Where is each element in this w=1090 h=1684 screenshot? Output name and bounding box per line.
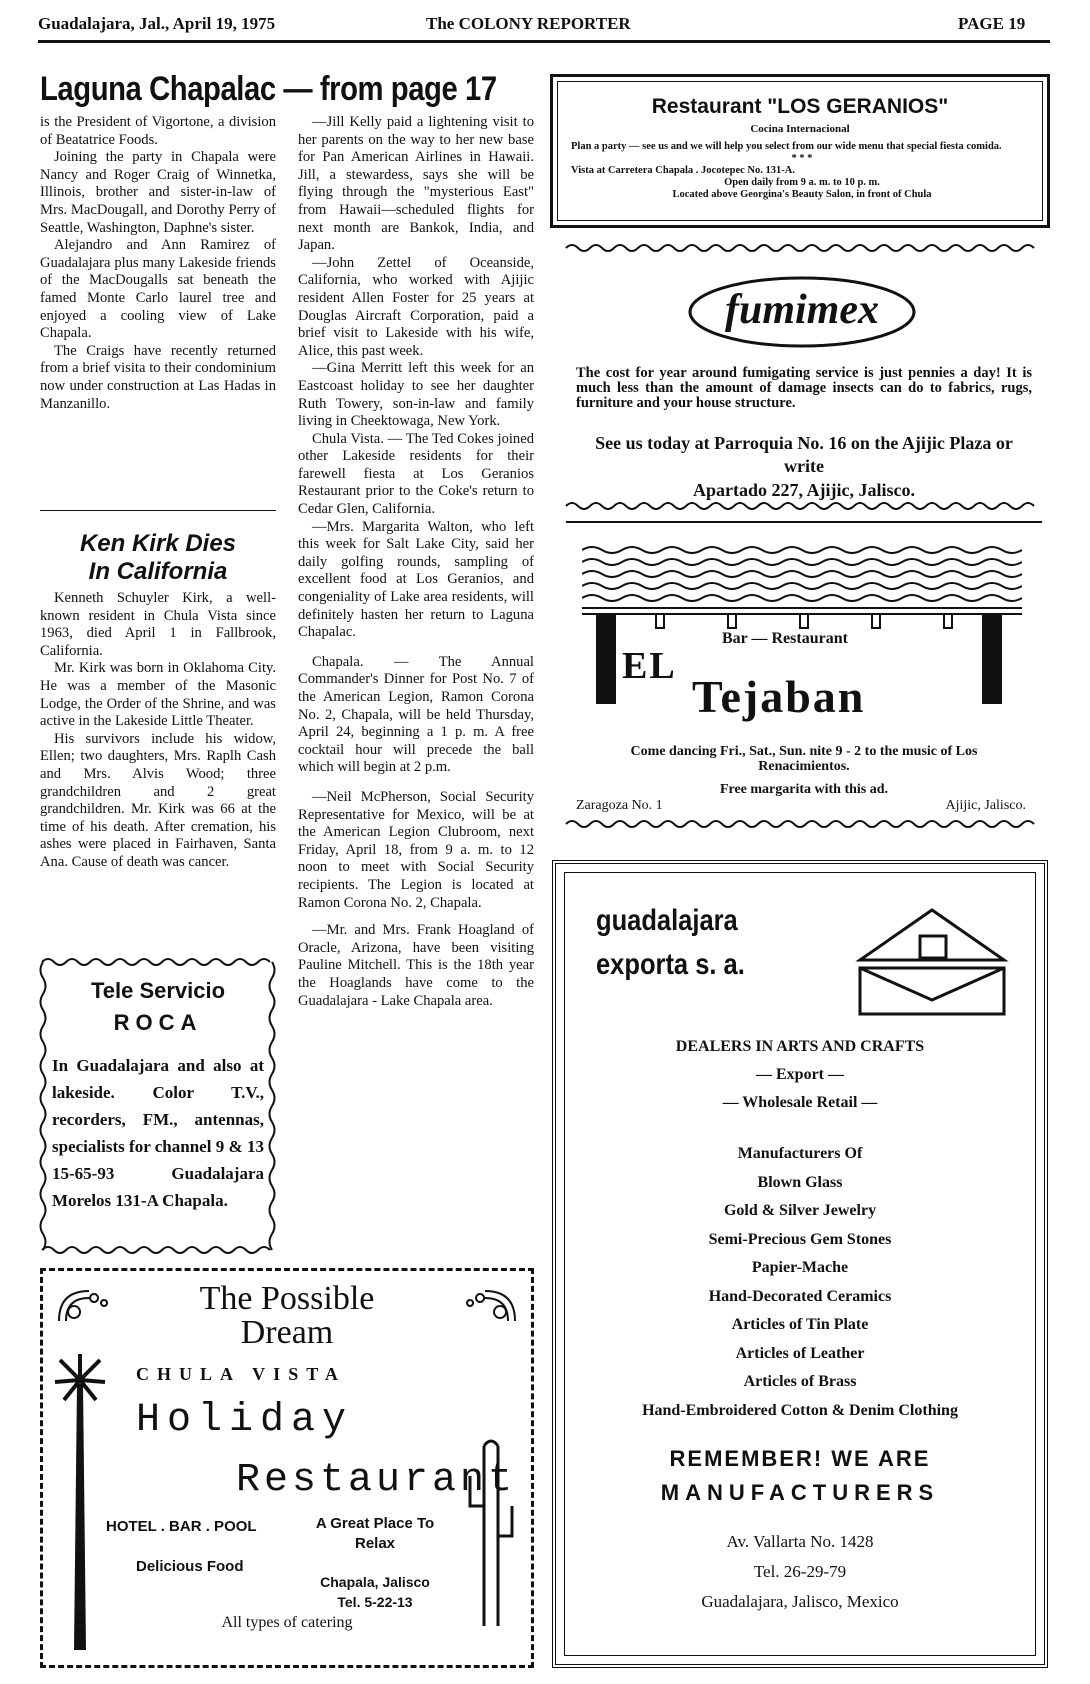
tejaban-street: Zaragoza No. 1	[576, 798, 663, 813]
gdl-item: Articles of Brass	[743, 1373, 857, 1390]
gdl-manufacturers: MANUFACTURERS	[660, 1480, 940, 1505]
article-paragraph: —Mrs. Margarita Walton, who left this week for Salt Lake City, said her daily golfing rounds, sampling of excellent food at Los Geranios, and congeniality of Lake area residents, will definitely hasten her return to Laguna Chapalac.	[298, 518, 534, 641]
fumimex-cta: See us today at Parroquia No. 16 on the Ajijic Plaza or write	[595, 433, 1013, 476]
masthead-rule	[38, 40, 1050, 43]
gdl-item: Articles of Tin Plate	[731, 1316, 869, 1333]
gdl-item: Gold & Silver Jewelry	[723, 1202, 877, 1219]
article-paragraph: Alejandro and Ann Ramirez of Guadalajara plus many Lakeside friends of the MacDougalls sat beneath the famed Monte Carlo laurel tree and enjoyed a cooling view of Lake Chapala.	[40, 237, 276, 342]
article-paragraph: The Craigs have recently returned from a brief visita to their condominium now under construction at Las Hadas in Manzanillo.	[40, 342, 276, 412]
article-paragraph: —Jill Kelly paid a lightening visit to her parents on the way to her new base for Pan American Airlines in Hawaii. Jill, a stewardess, says she will be flying through the "mysterious East" from Hawaii—scheduled flights for next month are Bankok, India, and Japan.	[298, 114, 534, 254]
tejaban-sub: Bar — Restaurant	[722, 630, 848, 647]
article-col1	[40, 114, 276, 413]
ad-fumimex	[562, 242, 1046, 512]
tejaban-town: Ajijic, Jalisco.	[945, 798, 1026, 813]
dream-title-line: Dream	[240, 1314, 334, 1351]
dashed-border	[531, 1268, 534, 1668]
roca-body: In Guadalajara and also at lakeside. Color T.V., recorders, FM., antennas, specialists for channel 9 & 13 15-65-93 Guadalajara Morelos 131-A Chapala.	[52, 1056, 264, 1210]
tejaban-dance: Come dancing Fri., Sat., Sun. nite 9 - 2 to the music of Los Renacimientos.	[630, 744, 978, 774]
gdl-item: Manufacturers Of	[737, 1145, 863, 1162]
gdl-export: — Export —	[756, 1066, 844, 1083]
dream-restaurant: Restaurant	[236, 1458, 517, 1503]
article-paragraph: is the President of Vigortone, a division of Beatatrice Foods.	[40, 114, 276, 148]
dream-phone: Tel. 5-22-13	[337, 1594, 413, 1610]
gdl-logo-icon	[854, 890, 1012, 1020]
gdl-wholesale: — Wholesale Retail —	[722, 1094, 878, 1111]
geranios-line: Open daily from 9 a. m. to 10 p. m.	[724, 177, 880, 188]
dream-title-line: The Possible	[199, 1280, 375, 1317]
dashed-border	[40, 1268, 534, 1271]
dream-title	[160, 1282, 414, 1350]
geranios-title: Restaurant "LOS GERANIOS"	[651, 95, 949, 118]
obituary-paragraph: His survivors include his widow, Ellen; two daughters, Mrs. Raplh Cash and Mrs. Alvis Wood; three grandchildren and 2 great grandchildren. Mr. Kirk was 66 at the time of his death. After cremation, his ashes were placed in Fairhaven, Santa Ana. Cause of death was cancer.	[40, 730, 276, 870]
palm-tree-icon	[50, 1350, 110, 1650]
gdl-items	[566, 1140, 1034, 1425]
paper-name: The COLONY REPORTER	[426, 14, 631, 33]
geranios-line: Vista at Carretera Chapala . Jocotepec No. 131-A.	[571, 165, 795, 176]
roca-name: ROCA	[113, 1010, 203, 1035]
article-paragraph: —Neil McPherson, Social Security Representative for Mexico, will be at the American Legion Clubroom, next Friday, April 18, from 9 a. m. to 12 noon to meet with Social Security recipients. The Legion is located at Ramon Corona No. 2, Chapala.	[298, 788, 534, 911]
saguaro-icon	[456, 1286, 526, 1626]
ad-tele-servicio-roca	[38, 956, 278, 1256]
ad-guadalajara-exporta	[552, 860, 1048, 1668]
obituary-body	[40, 590, 276, 872]
geranios-line: Plan a party — see us and we will help you select from our wide menu that special fiesta comida.	[571, 141, 1002, 152]
gdl-item: Articles of Leather	[735, 1344, 865, 1362]
gdl-name1: guadalajara	[596, 904, 738, 937]
dream-slogan: A Great Place To Relax	[315, 1515, 435, 1552]
gdl-address: Av. Vallarta No. 1428	[726, 1532, 874, 1551]
geranios-subtitle: Cocina Internacional	[750, 123, 850, 135]
gdl-name2: exporta s. a.	[596, 948, 745, 981]
obituary-title-line: Ken Kirk Dies	[79, 530, 237, 557]
gdl-tel: Tel. 26-29-79	[753, 1562, 847, 1581]
article-paragraph: Joining the party in Chapala were Nancy and Roger Craig of Winnetka, Illinois, brother and sister-in-law of Mrs. MacDougall, and Dorothy Perry of Seattle, Washington, Daphne's sister.	[40, 149, 276, 236]
fumimex-address: Apartado 227, Ajijic, Jalisco.	[693, 480, 915, 500]
gdl-dealers: DEALERS IN ARTS AND CRAFTS	[675, 1038, 925, 1055]
gdl-item: Hand-Embroidered Cotton & Denim Clothing	[642, 1401, 958, 1419]
article-paragraph: Chula Vista. — The Ted Cokes joined other Lakeside residents for their farewell fiesta at Los Geranios Restaurant prior to the Coke's return to Cedar Glen, California.	[298, 430, 534, 518]
gdl-remember: REMEMBER! WE ARE	[669, 1446, 931, 1471]
gdl-item: Papier-Mache	[751, 1259, 849, 1276]
article-paragraph: —Mr. and Mrs. Frank Hoagland of Oracle, Arizona, have been visiting Pauline Mitchell. This is the 18th year the Hoaglands have come to the Guadalajara - Lake Chapala area.	[298, 922, 534, 1009]
dream-location: Chapala, Jalisco	[320, 1574, 430, 1590]
dateline: Guadalajara, Jal., April 19, 1975	[38, 14, 276, 33]
dashed-border	[40, 1268, 43, 1668]
dream-place: CHULA VISTA	[136, 1364, 346, 1384]
ad-el-tejaban	[562, 520, 1046, 830]
dream-food: Delicious Food	[136, 1558, 244, 1575]
geranios-body	[571, 141, 1033, 201]
gdl-item: Blown Glass	[757, 1173, 843, 1191]
page-number: PAGE 19	[958, 14, 1026, 33]
dream-holiday: Holiday	[136, 1398, 354, 1443]
article-headline: Laguna Chapalac — from page 17	[40, 70, 497, 108]
roca-title: Tele Servicio	[90, 978, 226, 1003]
ad-los-geranios	[550, 74, 1050, 228]
dream-features: HOTEL . BAR . POOL	[106, 1518, 257, 1535]
obituary-title	[40, 530, 276, 586]
obituary-title-line: In California	[88, 558, 228, 585]
obituary-paragraph: Kenneth Schuyler Kirk, a well-known resident in Chula Vista since 1963, died April 1 in Fallbrook, California.	[40, 590, 276, 659]
article-paragraph: —Gina Merritt left this week for an Eastcoast holiday to see her daughter Ruth Towery, son-in-law and family living in Cheektowaga, New York.	[298, 360, 534, 430]
geranios-line: Located above Georgina's Beauty Salon, in front of Chula	[672, 189, 932, 200]
tejaban-name: Tejaban	[692, 671, 866, 722]
obituary-paragraph: Mr. Kirk was born in Oklahoma City. He was a member of the Masonic Lodge, the Order of the Shrine, and was active in the Lakeside Little Theater.	[40, 660, 276, 730]
gdl-city: Guadalajara, Jalisco, Mexico	[701, 1592, 899, 1611]
fumimex-logo: fumimex	[725, 287, 879, 333]
tejaban-free: Free margarita with this ad.	[719, 782, 889, 797]
tejaban-el: EL	[622, 645, 677, 687]
article-paragraph: —John Zettel of Oceanside, California, who worked with Ajijic resident Allen Foster for 25 years at Douglas Aircraft Corporation, paid a brief visit to Lakeside with his wife, Alice, this past week.	[298, 254, 534, 359]
geranios-stars: * * *	[791, 153, 813, 164]
ad-possible-dream	[40, 1268, 534, 1668]
article-col2	[298, 114, 534, 1010]
ornament-icon	[54, 1286, 114, 1326]
dashed-border	[40, 1665, 534, 1668]
dream-catering: All types of catering	[221, 1614, 353, 1631]
column-divider	[40, 510, 276, 511]
gdl-item: Semi-Precious Gem Stones	[708, 1230, 892, 1248]
article-paragraph: Chapala. — The Annual Commander's Dinner for Post No. 7 of the American Legion, Ramon Corona No. 2, Chapala, will be held Thursday, April 24, beginning a 1 p. m. A free cocktail hour will precede the ball which will begin at 2 p.m.	[298, 653, 534, 776]
gdl-item: Hand-Decorated Ceramics	[708, 1287, 892, 1305]
fumimex-body: The cost for year around fumigating service is just pennies a day! It is much less than the amount of damage insects can do to fabrics, rugs, furniture and your house structure.	[576, 365, 1032, 411]
